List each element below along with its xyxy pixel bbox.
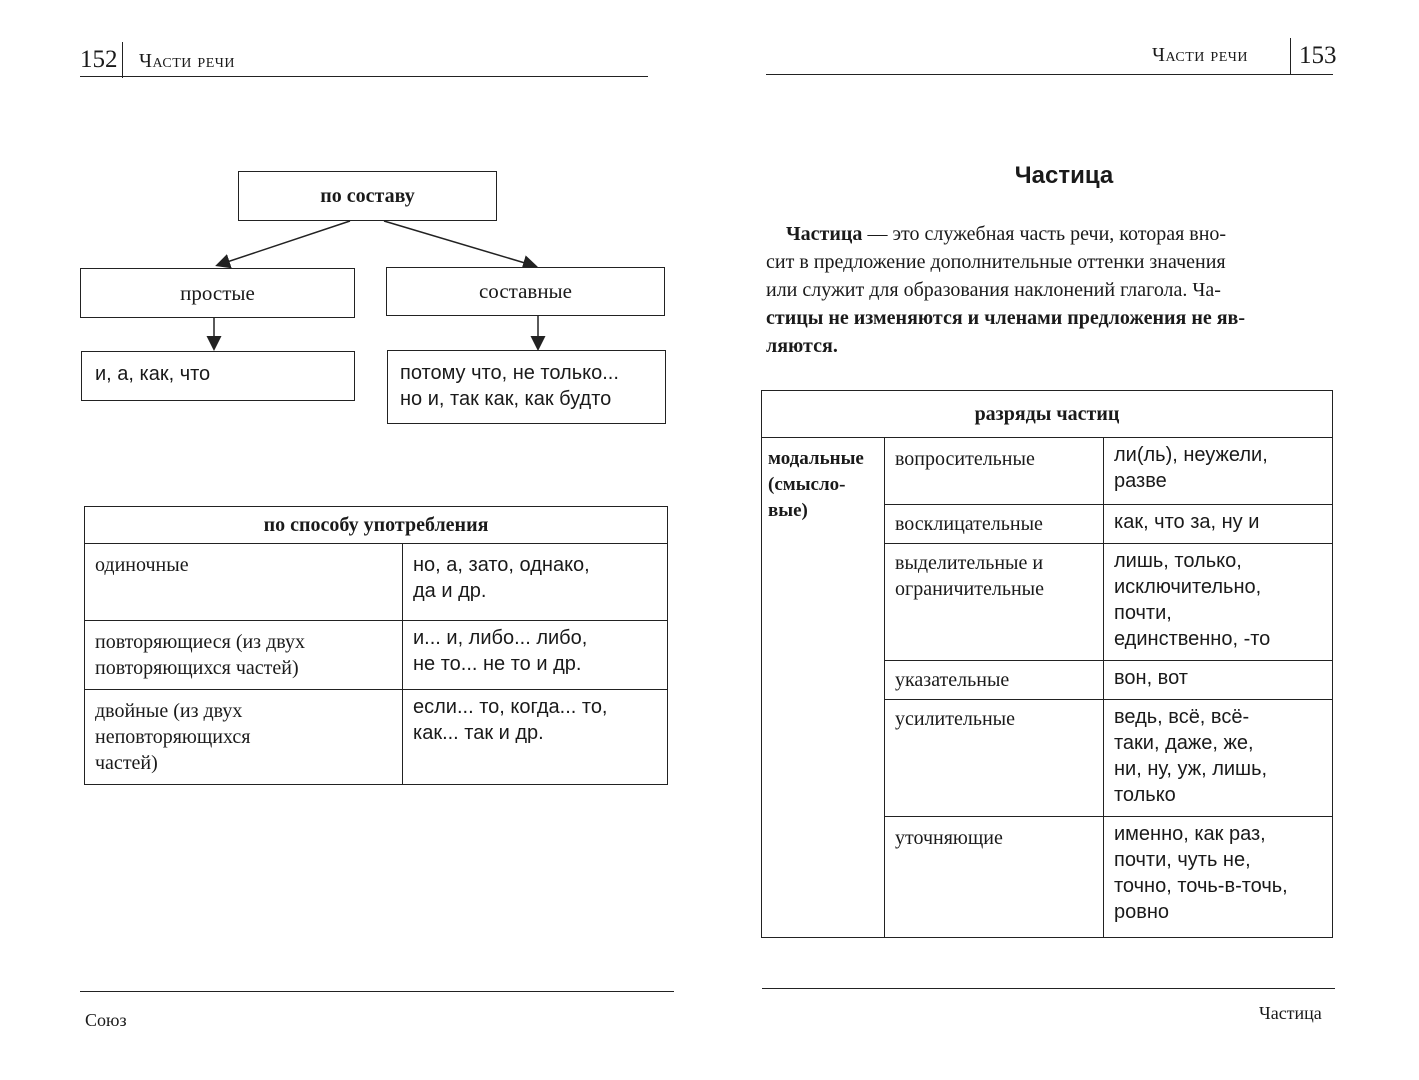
particle-type-line: усилительные <box>895 708 1015 730</box>
particle-type-cell <box>885 505 1104 544</box>
usage-type-line: частей) <box>95 752 158 774</box>
usage-example-line: и... и, либо... либо, <box>413 627 588 649</box>
particle-example-line: ровно <box>1114 901 1170 923</box>
group-label-line: вые) <box>768 500 808 521</box>
prostye-examples: и, а, как, что <box>95 363 211 385</box>
particle-type-line: ограничительные <box>895 578 1044 600</box>
table-row <box>85 690 668 785</box>
definition-line: ляются. <box>766 335 838 357</box>
left-page-number: 152 <box>80 46 118 73</box>
definition-paragraph <box>766 220 1332 360</box>
header-divider <box>1290 38 1291 74</box>
right-footer-section: Частица <box>1259 1003 1322 1023</box>
table-row <box>762 438 1333 505</box>
branch-prostye-box <box>80 268 355 318</box>
usage-example-cell <box>403 544 668 621</box>
particle-type-cell <box>885 700 1104 817</box>
particle-example-line: ведь, всё, всё- <box>1114 706 1250 728</box>
left-footer-section: Союз <box>85 1010 127 1030</box>
usage-table-title: по способу употребления <box>85 507 668 544</box>
definition-line: сит в предложение дополнительные оттенки значения <box>766 251 1226 273</box>
particle-example-line: исключительно, <box>1114 576 1262 598</box>
particle-example-cell <box>1104 505 1333 544</box>
table-row <box>85 544 668 621</box>
particle-example-line: точно, точь-в-точь, <box>1114 875 1288 897</box>
particles-table-title: разряды частиц <box>762 391 1333 438</box>
particle-example-line: вон, вот <box>1114 667 1188 689</box>
left-running-title: Части речи <box>139 50 235 72</box>
usage-example-cell <box>403 621 668 690</box>
group-cell <box>762 438 885 938</box>
usage-example-line: да и др. <box>413 580 487 602</box>
particle-type-line: вопросительные <box>895 448 1035 470</box>
usage-type-cell <box>85 621 403 690</box>
particle-type-cell <box>885 661 1104 700</box>
particle-example-line: таки, даже, же, <box>1114 732 1254 754</box>
particle-example-cell <box>1104 438 1333 505</box>
particle-example-cell <box>1104 544 1333 661</box>
particle-example-line: именно, как раз, <box>1114 823 1266 845</box>
usage-type-line: неповторяющихся <box>95 726 251 748</box>
particle-example-cell <box>1104 817 1333 938</box>
usage-type-line: повторяющихся частей) <box>95 657 299 679</box>
usage-type-cell <box>85 690 403 785</box>
particle-type-cell <box>885 544 1104 661</box>
usage-type-line: одиночные <box>95 554 189 576</box>
right-header-rule <box>766 74 1333 75</box>
particle-type-cell <box>885 817 1104 938</box>
definition-term: Частица <box>786 223 863 245</box>
prostye-examples-box <box>81 351 355 401</box>
particle-example-line: как, что за, ну и <box>1114 511 1260 533</box>
particle-example-cell <box>1104 661 1333 700</box>
usage-type-line: двойные (из двух <box>95 700 243 722</box>
section-title: Частица <box>1014 162 1114 189</box>
usage-example-cell <box>403 690 668 785</box>
definition-line: — это служебная часть речи, которая вно- <box>862 223 1227 245</box>
right-running-title: Части речи <box>1152 44 1248 66</box>
particle-type-line: уточняющие <box>895 827 1003 849</box>
usage-example-line: но, а, зато, однако, <box>413 554 590 576</box>
particle-example-line: почти, <box>1114 602 1172 624</box>
particles-table <box>761 390 1333 938</box>
particle-example-line: лишь, только, <box>1114 550 1242 572</box>
particle-type-line: выделительные и <box>895 552 1044 574</box>
right-footer-rule <box>762 988 1335 989</box>
sostavnye-examples-line2: но и, так как, как будто <box>400 388 612 410</box>
group-label-line: модальные <box>768 448 864 469</box>
diagram-arrows <box>0 0 709 400</box>
branch-sostavnye-box <box>386 267 665 316</box>
particle-example-line: только <box>1114 784 1176 806</box>
usage-example-line: если... то, когда... то, <box>413 696 608 718</box>
diagram-root-label: по составу <box>320 184 415 207</box>
sostavnye-examples-line1: потому что, не только... <box>400 362 619 384</box>
left-page <box>0 0 709 1080</box>
usage-table <box>84 506 668 785</box>
definition-line: или служит для образования наклонений глагола. Ча- <box>766 279 1221 301</box>
particle-example-line: разве <box>1114 470 1167 492</box>
usage-example-line: не то... не то и др. <box>413 653 582 675</box>
branch-prostye-label: простые <box>180 280 255 305</box>
left-footer-rule <box>80 991 674 992</box>
right-page-number: 153 <box>1299 42 1337 69</box>
usage-example-line: как... так и др. <box>413 722 544 744</box>
usage-type-cell <box>85 544 403 621</box>
particle-example-line: ли(ль), неужели, <box>1114 444 1268 466</box>
branch-sostavnye-label: составные <box>478 279 572 303</box>
particle-example-line: единственно, -то <box>1114 628 1271 650</box>
definition-line: стицы не изменяются и членами предложения не яв- <box>766 307 1246 329</box>
arrow-to-sostavnye <box>384 221 535 266</box>
group-label-line: (смысло- <box>768 474 846 495</box>
particle-type-line: восклицательные <box>895 513 1043 535</box>
particle-example-line: почти, чуть не, <box>1114 849 1251 871</box>
particle-example-line: ни, ну, уж, лишь, <box>1114 758 1268 780</box>
usage-type-line: повторяющиеся (из двух <box>95 631 306 653</box>
right-page <box>709 0 1419 1080</box>
particle-type-cell <box>885 438 1104 505</box>
sostavnye-examples-box <box>387 350 666 424</box>
particle-example-cell <box>1104 700 1333 817</box>
particle-type-line: указательные <box>895 669 1010 691</box>
table-row <box>85 621 668 690</box>
arrow-to-prostye <box>218 221 350 265</box>
